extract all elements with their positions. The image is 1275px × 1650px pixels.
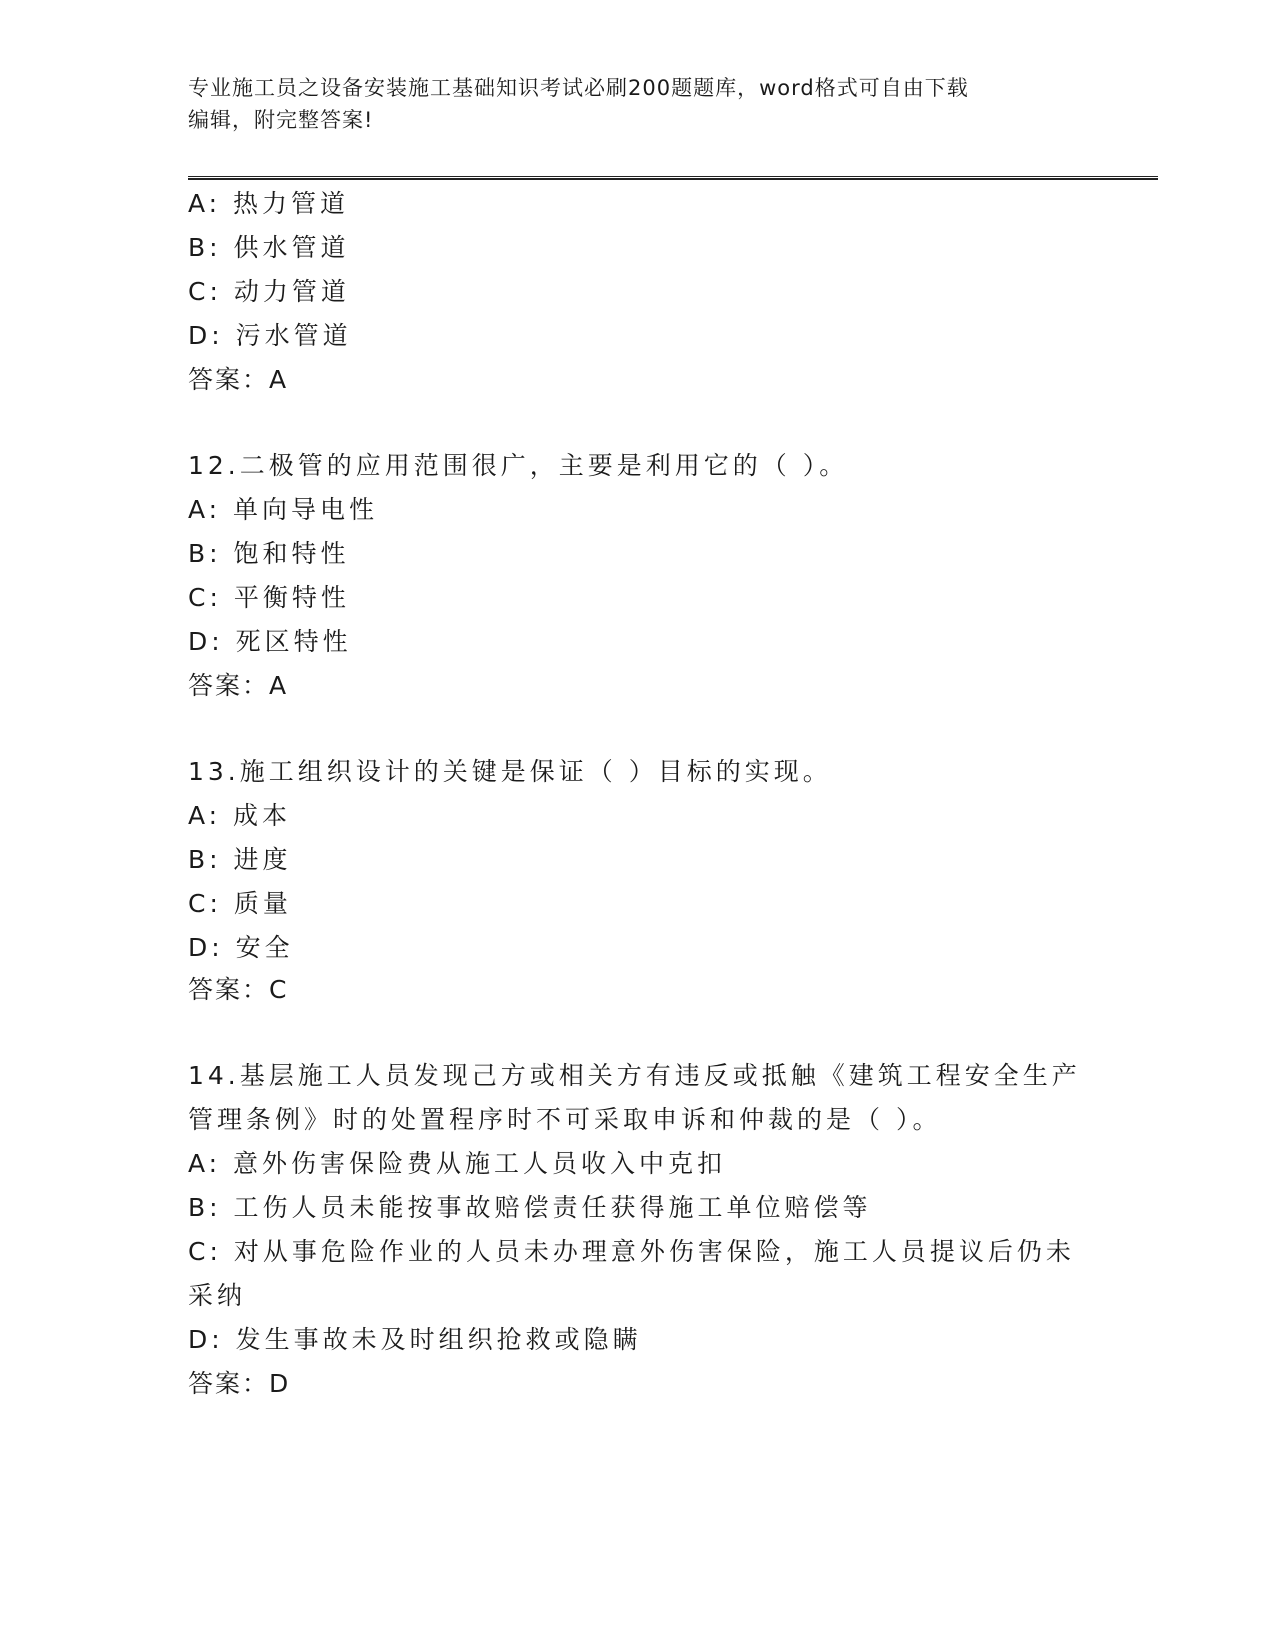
q11-option-b: B: 供水管道 <box>188 233 350 262</box>
q13-option-a: A: 成本 <box>188 801 292 830</box>
q14-option-c-line-1: C: 对从事危险作业的人员未办理意外伤害保险，施工人员提议后仍未 <box>188 1237 1075 1266</box>
q14-stem-line-1: 14.基层施工人员发现己方或相关方有违反或抵触《建筑工程安全生产 <box>188 1061 1081 1090</box>
q13-stem: 13.施工组织设计的关键是保证（ ）目标的实现。 <box>188 757 832 786</box>
q12-option-b: B: 饱和特性 <box>188 539 350 568</box>
q12-stem: 12.二极管的应用范围很广，主要是利用它的（ ）。 <box>188 451 849 480</box>
header-divider <box>188 176 1158 180</box>
q14-option-c-line-2: 采纳 <box>188 1281 247 1310</box>
q13-option-d: D: 安全 <box>188 933 294 962</box>
q11-option-a: A: 热力管道 <box>188 189 350 218</box>
q14-option-b: B: 工伤人员未能按事故赔偿责任获得施工单位赔偿等 <box>188 1193 872 1222</box>
q11-option-c: C: 动力管道 <box>188 277 350 306</box>
q13-option-c: C: 质量 <box>188 889 292 918</box>
q14-answer: 答案：D <box>188 1369 291 1398</box>
q12-answer: 答案：A <box>188 671 289 700</box>
document-header <box>188 72 1088 136</box>
q14-option-a: A: 意外伤害保险费从施工人员收入中克扣 <box>188 1149 727 1178</box>
q11-option-d: D: 污水管道 <box>188 321 352 350</box>
q13-answer: 答案：C <box>188 975 289 1004</box>
q12-option-a: A: 单向导电性 <box>188 495 379 524</box>
q12-option-d: D: 死区特性 <box>188 627 352 656</box>
q13-option-b: B: 进度 <box>188 845 292 874</box>
q11-answer: 答案：A <box>188 365 289 394</box>
q14-stem-line-2: 管理条例》时的处置程序时不可采取申诉和仲裁的是（ ）。 <box>188 1105 942 1134</box>
q12-option-c: C: 平衡特性 <box>188 583 350 612</box>
q14-option-d: D: 发生事故未及时组织抢救或隐瞒 <box>188 1325 642 1354</box>
header-title-line-1: 专业施工员之设备安装施工基础知识考试必刷200题题库，word格式可自由下载 <box>188 76 969 100</box>
header-title-line-2: 编辑，附完整答案! <box>188 108 374 132</box>
